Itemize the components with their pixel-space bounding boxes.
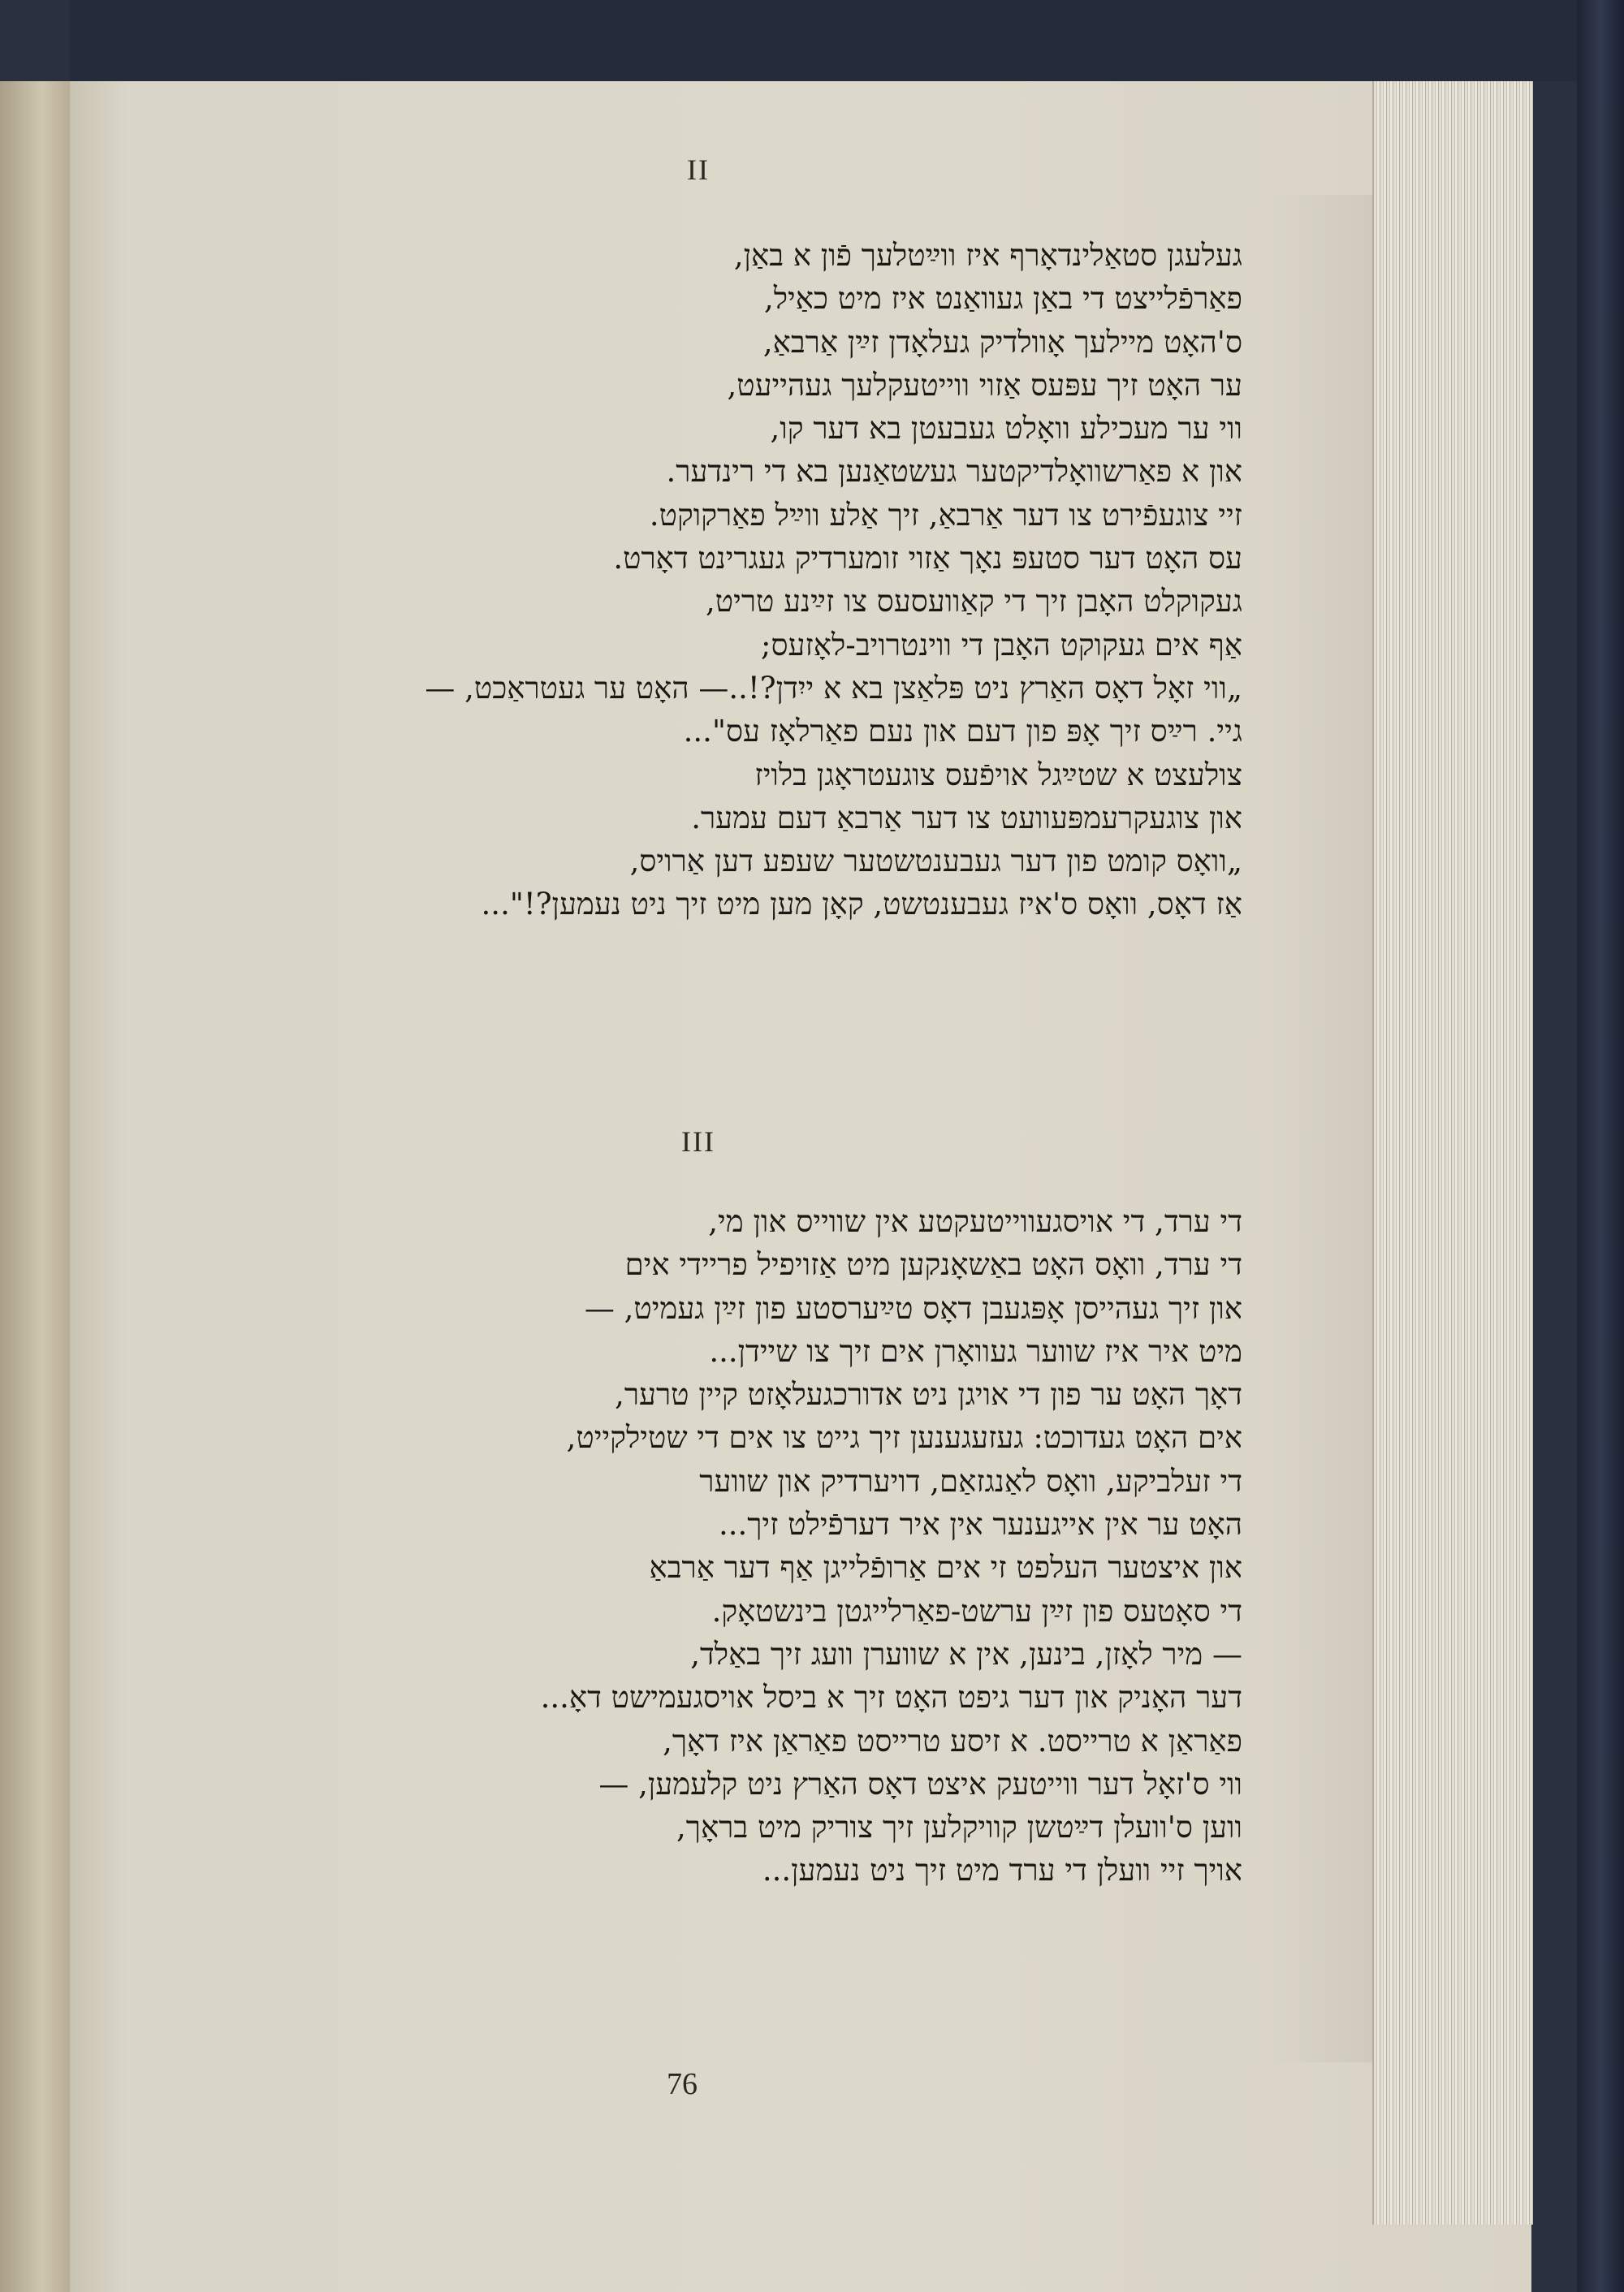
poem-line: האָט ער אין אייגענער אין איר דערפֿילט זיך... [718,1507,1242,1543]
stanza-iii [171,1200,1242,1893]
page-stack-edges [1372,81,1533,2225]
book-cover-edge [70,0,1624,81]
book-cover-side [1577,0,1624,2292]
poem-line: און צוגעקרעמפּעוועט צו דער אַרבאַ דעם עמער. [691,800,1242,835]
poem-line: די ערד, וואָס האָט באַשאָנקען מיט אַזויפיל פריידי אים [624,1247,1242,1283]
facing-page-edge [0,81,72,2292]
poem-line: פאַראַן א טרייסט. א זיסע טרייסט פאַראַן איז דאָך, [663,1723,1242,1759]
section-number-iii: III [681,1125,715,1158]
poem-line: — מיר לאָזן, בינען, אין א שווערן וועג זיך באַלד, [690,1636,1242,1672]
poem-line: און איצטער העלפט זי אים אַרופֿלייגן אַף דער אַרבאַ [649,1550,1242,1586]
poem-line: געלעגן סטאַלינדאָרף איז ווײַטלעך פֿון א באַן, [733,238,1242,273]
poem-line: זיי צוגעפֿירט צו דער אַרבאַ, זיך אַלע ווײַל פאַרקוקט. [649,497,1242,533]
poem-line: צולעצט א שטײַגל אויפֿעס צוגעטראָגן בלויז [754,757,1242,792]
poem-line: און זיך געהייסן אָפּגעבן דאָס טײַערסטע פון זײַן געמיט, — [584,1290,1242,1326]
poem-line: פאַרפֿלייצט די באַן געוואַנט איז מיט כאַיל, [763,281,1242,317]
poem-line: און א פאַרשוואָלדיקטער געשטאַנען בא די רינדער. [666,454,1242,490]
poem-line: ער האָט זיך עפּעס אַזוי ווייטעקלעך געהייעט, [727,367,1242,403]
section-number-ii: II [687,153,710,186]
stanza-ii [171,234,1242,926]
poem-line: דאָך האָט ער פון די אויגן ניט אדורכגעלאָזט קיין טרער, [615,1377,1242,1413]
poem-line: ווי ס'זאָל דער ווייטעק איצט דאָס האַרץ ניט קלעמען, — [598,1766,1242,1802]
page-shadow [1267,195,1372,2062]
poem-line: די זעלביקע, וואָס לאַנגזאַם, דויערדיק און שווער [699,1463,1242,1499]
poem-line: אַף אים געקוקט האָבן די ווינטרויב-לאָזעס; [761,627,1242,663]
poem-line: „ווי זאָל דאָס האַרץ ניט פּלאַצן בא א ייִדן?!..— האָט ער געטראַכט, — [425,670,1242,706]
poem-line: ווי ער מעכילע וואָלט געבעטן בא דער קו, [770,411,1242,447]
poem-line: אַז דאָס, וואָס ס'איז געבענטשט, קאָן מען מיט זיך ניט נעמען?!"... [481,887,1242,922]
poem-line: די סאָטעס פון זײַן ערשט-פאַרלייגטן בינשטאָק. [711,1593,1242,1629]
poem-line: געקוקלט האָבן זיך די קאַוועסעס צו זײַנע טריט, [706,584,1242,619]
page-number: 76 [667,2067,698,2101]
poem-line: מיט איר איז שווער געוואָרן אים זיך צו שיידן... [709,1333,1242,1369]
poem-line: „וואָס קומט פון דער געבענטשטער שעפע דען אַרויס, [629,844,1242,879]
poem-line: גיי. רײַס זיך אָפּ פון דעם און נעם פאַרלאָז עס"... [683,714,1242,749]
poem-line: ווען ס'וועלן דײַטשן קוויקלען זיך צוריק מיט בראָך, [676,1810,1242,1845]
poem-line: די ערד, די אויסגעווייטעקטע אין שווייס און מי, [708,1204,1242,1239]
poem-line: עס האָט דער סטעפּ נאָך אַזוי זומערדיק געגרינט דאָרט. [613,541,1242,576]
poem-line: ס'האָט מיילעך אָוולדיק געלאָדן זײַן אַרבאַ, [762,324,1242,360]
poem-line: דער האָניק און דער גיפט האָט זיך א ביסל אויסגעמישט דאָ... [540,1680,1242,1716]
poem-line: אים האָט געדוכט: געזעגענען זיך גייט צו אים די שטילקייט, [566,1420,1242,1456]
poem-line: אויך זיי וועלן די ערד מיט זיך ניט נעמען... [762,1853,1242,1888]
